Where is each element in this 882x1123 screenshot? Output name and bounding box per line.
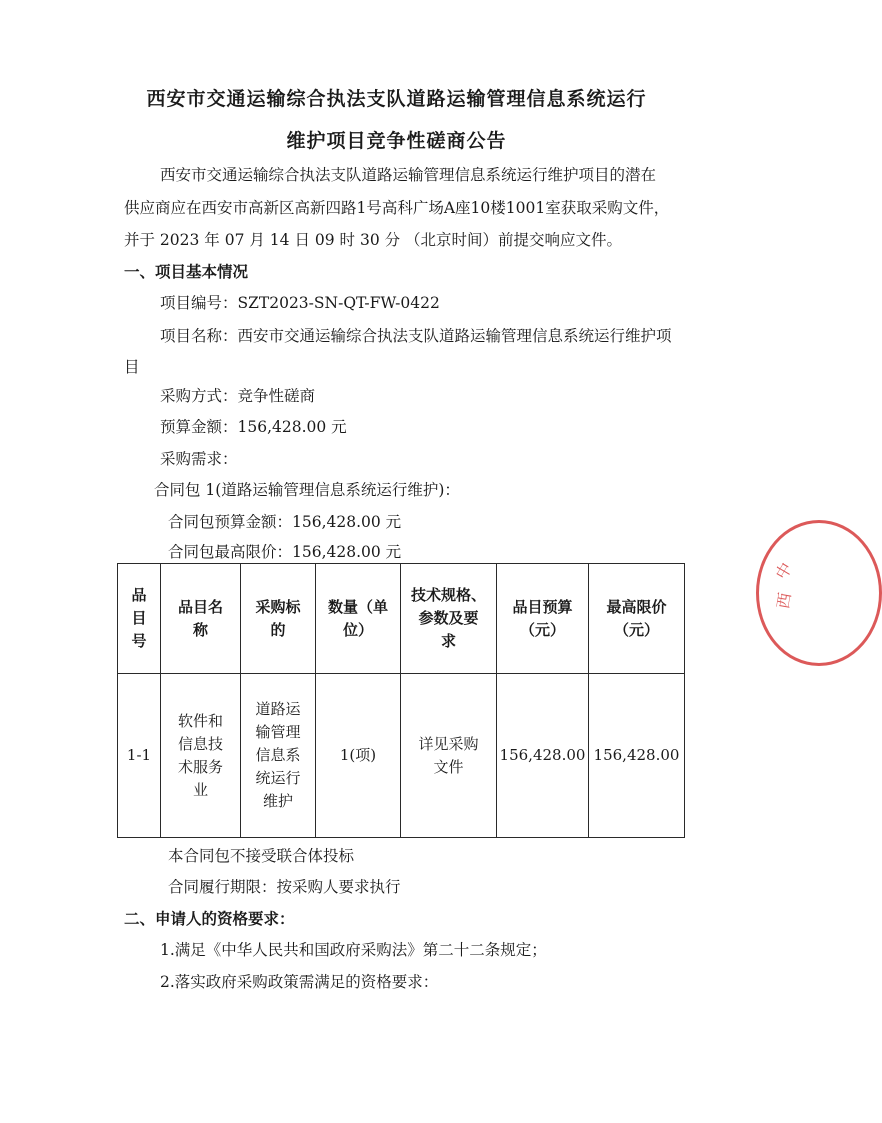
performance-period: 合同履行期限：按采购人要求执行 bbox=[168, 878, 401, 896]
cell-item-name bbox=[161, 674, 241, 838]
section1-heading: 一、项目基本情况 bbox=[124, 262, 249, 281]
header-item-no bbox=[118, 564, 161, 674]
row-cell: 156,428.00 bbox=[499, 746, 586, 764]
project-number: 项目编号：SZT2023-SN-QT-FW-0422 bbox=[160, 294, 440, 312]
package-budget: 合同包预算金额：156,428.00 元 bbox=[168, 513, 402, 531]
header-item-budget bbox=[497, 564, 589, 674]
intro-line2: 供应商应在西安市高新区高新四路1号高科广场A座10楼1001室获取采购文件， bbox=[124, 199, 670, 217]
contract-package: 合同包 1(道路运输管理信息系统运行维护)： bbox=[154, 481, 460, 499]
cell-procurement-target bbox=[241, 674, 316, 838]
header-cell: 品 目 号 bbox=[131, 586, 147, 650]
procurement-needs: 采购需求： bbox=[160, 450, 238, 468]
no-consortium-note: 本合同包不接受联合体投标 bbox=[168, 847, 355, 865]
table-row bbox=[118, 674, 685, 838]
header-cell: 品目名 称 bbox=[177, 597, 223, 639]
header-cell: 最高限价 （元） bbox=[606, 597, 667, 639]
header-max-price bbox=[589, 564, 685, 674]
header-cell: 品目预算 （元） bbox=[512, 597, 573, 639]
seal-glyph: 中 bbox=[771, 559, 797, 583]
intro-line3: 并于 2023 年 07 月 14 日 09 时 30 分 （北京时间）前提交响应文件。 bbox=[124, 231, 623, 249]
cell-item-budget bbox=[497, 674, 589, 838]
intro-line1: 西安市交通运输综合执法支队道路运输管理信息系统运行维护项目的潜在 bbox=[160, 166, 657, 184]
header-procurement-target bbox=[241, 564, 316, 674]
package-max-price: 合同包最高限价：156,428.00 元 bbox=[168, 543, 402, 561]
qualification-item1: 1.满足《中华人民共和国政府采购法》第二十二条规定； bbox=[160, 941, 547, 959]
row-cell: 156,428.00 bbox=[593, 746, 680, 764]
header-cell: 技术规格、 参数及要 求 bbox=[410, 586, 486, 650]
header-quantity bbox=[316, 564, 401, 674]
table-header-row bbox=[118, 564, 685, 674]
doc-title-line2: 维护项目竞争性磋商公告 bbox=[286, 130, 507, 152]
items-table bbox=[117, 563, 685, 838]
row-cell: 1(项) bbox=[339, 746, 377, 764]
row-cell: 道路运 输管理 信息系 统运行 维护 bbox=[255, 700, 301, 810]
row-cell: 1-1 bbox=[126, 746, 152, 764]
header-cell: 数量（单 位） bbox=[327, 597, 388, 639]
project-name-line1: 项目名称：西安市交通运输综合执法支队道路运输管理信息系统运行维护项 bbox=[160, 327, 672, 345]
budget-amount: 预算金额：156,428.00 元 bbox=[160, 418, 347, 436]
project-name-line2: 目 bbox=[124, 358, 140, 376]
row-cell: 详见采购 文件 bbox=[418, 734, 479, 776]
header-tech-specs bbox=[401, 564, 497, 674]
row-cell: 软件和 信息技 术服务 业 bbox=[177, 711, 223, 799]
doc-title-line1: 西安市交通运输综合执法支队道路运输管理信息系统运行 bbox=[146, 88, 647, 110]
header-item-name bbox=[161, 564, 241, 674]
procurement-method: 采购方式：竞争性磋商 bbox=[160, 387, 316, 405]
seal-glyph: 西 bbox=[773, 591, 795, 611]
cell-max-price bbox=[589, 674, 685, 838]
section2-heading: 二、申请人的资格要求： bbox=[124, 909, 295, 928]
qualification-item2: 2.落实政府采购政策需满足的资格要求： bbox=[160, 973, 439, 991]
cell-item-no bbox=[118, 674, 161, 838]
official-seal bbox=[756, 520, 882, 666]
cell-tech-specs bbox=[401, 674, 497, 838]
header-cell: 采购标 的 bbox=[255, 597, 301, 639]
cell-quantity bbox=[316, 674, 401, 838]
